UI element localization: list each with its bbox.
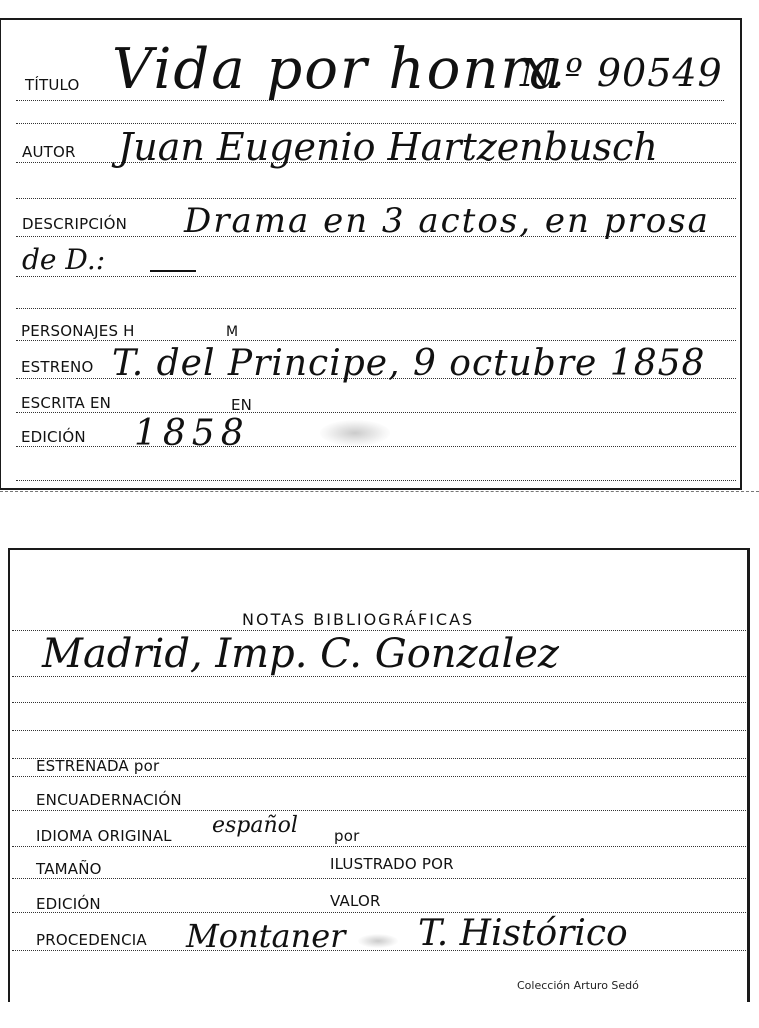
handwritten-estreno: T. del Principe, 9 octubre 1858 bbox=[112, 343, 706, 384]
rule bbox=[16, 276, 736, 277]
rule bbox=[12, 730, 746, 731]
rule bbox=[16, 480, 736, 481]
label-valor: VALOR bbox=[330, 892, 381, 910]
label-titulo: TÍTULO bbox=[25, 76, 80, 94]
label-encuadernacion: ENCUADERNACIÓN bbox=[36, 791, 182, 809]
handwritten-notes: Madrid, Imp. C. Gonzalez bbox=[42, 631, 559, 677]
label-personajes: PERSONAJES H bbox=[21, 322, 135, 340]
rule-encuadernacion bbox=[12, 810, 746, 811]
handwritten-edicion: 1858 bbox=[134, 413, 250, 454]
handwritten-procedencia-b: T. Histórico bbox=[418, 913, 628, 954]
handwritten-procedencia-a: Montaner bbox=[186, 917, 346, 955]
label-tamano: TAMAÑO bbox=[36, 860, 102, 878]
label-por: por bbox=[334, 827, 360, 845]
handwritten-numero: N.º 90549 bbox=[520, 51, 723, 95]
label-escrita-en: ESCRITA EN bbox=[21, 394, 112, 412]
rule-escrita bbox=[16, 412, 736, 413]
rule-edicion-back bbox=[12, 912, 746, 913]
label-en: EN bbox=[231, 396, 253, 414]
label-procedencia: PROCEDENCIA bbox=[36, 931, 147, 949]
label-ilustrado-por: ILUSTRADO POR bbox=[330, 855, 454, 873]
label-autor: AUTOR bbox=[22, 143, 76, 161]
label-edicion: EDICIÓN bbox=[21, 428, 86, 446]
rule-edicion bbox=[16, 446, 736, 447]
rule bbox=[16, 198, 736, 199]
cut-line bbox=[0, 491, 759, 492]
rule-idioma bbox=[12, 846, 746, 847]
rule-procedencia bbox=[12, 950, 746, 951]
pen-stroke bbox=[150, 270, 196, 272]
rule-estrenada bbox=[12, 776, 746, 777]
rule-tamano bbox=[12, 878, 746, 879]
handwritten-descripcion-2: de D.: bbox=[22, 243, 106, 276]
rule bbox=[16, 308, 736, 309]
rule bbox=[12, 702, 746, 703]
label-descripcion: DESCRIPCIÓN bbox=[22, 215, 128, 233]
label-edicion-back: EDICIÓN bbox=[36, 895, 101, 913]
handwritten-autor: Juan Eugenio Hartzenbusch bbox=[118, 125, 658, 169]
label-personajes-m: M bbox=[226, 324, 239, 340]
label-idioma-original: IDIOMA ORIGINAL bbox=[36, 827, 172, 845]
ink-smudge bbox=[358, 934, 398, 948]
collection-credit: Colección Arturo Sedó bbox=[517, 979, 639, 992]
handwritten-titulo: Vida por honra bbox=[112, 37, 565, 102]
label-estreno: ESTRENO bbox=[21, 358, 94, 376]
label-estrenada-por: ESTRENADA por bbox=[36, 757, 160, 775]
handwritten-descripcion-1: Drama en 3 actos, en prosa bbox=[184, 201, 710, 241]
rule-personajes bbox=[16, 340, 736, 341]
handwritten-idioma: español bbox=[212, 813, 298, 838]
notes-header: NOTAS BIBLIOGRÁFICAS bbox=[242, 610, 475, 629]
ink-smudge bbox=[320, 420, 390, 446]
rule bbox=[16, 123, 736, 124]
